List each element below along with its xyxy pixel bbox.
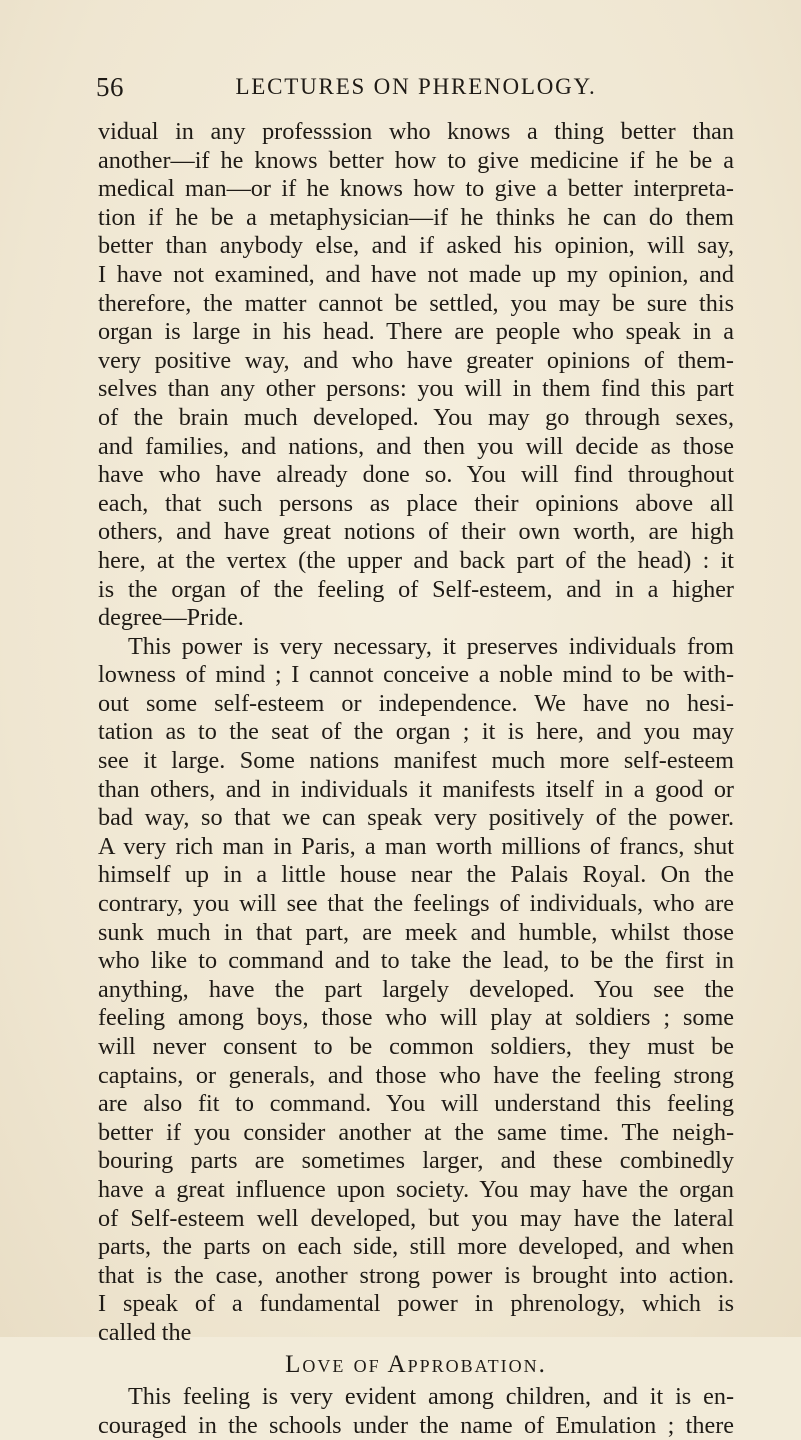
text-line: of Self-esteem well developed, but you may have the lateral xyxy=(98,1204,734,1232)
text-line: parts, the parts on each side, still more developed, and when xyxy=(98,1233,734,1261)
text-line: vidual in any professsion who knows a thing better than xyxy=(98,118,734,145)
text-line: will never consent to be common soldiers, they must be xyxy=(98,1033,734,1060)
text-line: here, at the vertex (the upper and back part of the head) : it xyxy=(98,546,734,574)
text-line: organ is large in his head. There are people who speak in a xyxy=(98,318,734,346)
text-line: out some self-esteem or independence. We have no hesi- xyxy=(98,689,734,717)
text-line: who like to command and to take the lead, to be the first in xyxy=(98,947,734,975)
text-line: selves than any other persons: you will in them find this part xyxy=(98,375,734,403)
text-line: A very rich man in Paris, a man worth millions of francs, shut xyxy=(98,832,734,860)
page-number: 56 xyxy=(96,72,124,102)
text-line: I have not examined, and have not made up my opinion, and xyxy=(98,260,734,288)
text-line: called the xyxy=(98,1318,192,1346)
text-line: therefore, the matter cannot be settled, you may be sure this xyxy=(98,289,734,317)
text-line: feeling among boys, those who will play at soldiers ; some xyxy=(98,1004,734,1032)
text-line: tion if he be a metaphysician—if he thinks he can do them xyxy=(98,203,734,231)
text-line: tation as to the seat of the organ ; it is here, and you may xyxy=(98,718,734,746)
text-line: better if you consider another at the same time. The neigh- xyxy=(98,1118,734,1146)
text-line: very positive way, and who have greater opinions of them- xyxy=(98,346,734,374)
running-head: LECTURES ON PHRENOLOGY. xyxy=(235,74,597,99)
text-line: medical man—or if he knows how to give a better interpreta- xyxy=(98,175,734,203)
text-line: lowness of mind ; I cannot conceive a noble mind to be with- xyxy=(98,661,734,689)
text-line: bouring parts are sometimes larger, and these combinedly xyxy=(98,1147,734,1175)
text-line: couraged in the schools under the name of Emulation ; there xyxy=(98,1411,734,1439)
text-line: degree—Pride. xyxy=(98,604,244,632)
text-line: have who have already done so. You will find throughout xyxy=(98,461,734,489)
text-line: see it large. Some nations manifest much more self-esteem xyxy=(98,747,734,775)
text-line: than others, and in individuals it manifests itself in a good or xyxy=(98,775,734,803)
text-line: of the brain much developed. You may go through sexes, xyxy=(98,403,734,431)
text-line: and families, and nations, and then you will decide as those xyxy=(98,432,734,460)
text-line: I speak of a fundamental power in phrenology, which is xyxy=(98,1290,734,1318)
page-header xyxy=(96,72,736,106)
body-text xyxy=(98,118,734,1440)
text-line: better than anybody else, and if asked his opinion, will say, xyxy=(98,232,734,260)
text-line: that is the case, another strong power is brought into action. xyxy=(98,1261,734,1289)
paragraph-start: This feeling is very evident among children, and it is en- xyxy=(128,1383,734,1411)
text-line: others, and have great notions of their own worth, are high xyxy=(98,518,734,546)
text-line: captains, or generals, and those who have the feeling strong xyxy=(98,1061,734,1089)
text-line: is the organ of the feeling of Self-esteem, and in a higher xyxy=(98,575,734,603)
text-line: each, that such persons as place their opinions above all xyxy=(98,489,734,517)
text-line: sunk much in that part, are meek and humble, whilst those xyxy=(98,918,734,946)
paragraph-start: This power is very necessary, it preserves individuals from xyxy=(128,632,734,660)
text-line: himself up in a little house near the Palais Royal. On the xyxy=(98,861,734,889)
text-line: contrary, you will see that the feelings of individuals, who are xyxy=(98,890,734,918)
text-line: anything, have the part largely developed. You see the xyxy=(98,975,734,1003)
section-heading: Love of Approbation. xyxy=(285,1350,547,1378)
text-line: bad way, so that we can speak very positively of the power. xyxy=(98,804,734,832)
text-line: another—if he knows better how to give medicine if he be a xyxy=(98,146,734,174)
text-line: have a great influence upon society. You may have the organ xyxy=(98,1175,734,1203)
text-line: are also fit to command. You will understand this feeling xyxy=(98,1090,734,1118)
